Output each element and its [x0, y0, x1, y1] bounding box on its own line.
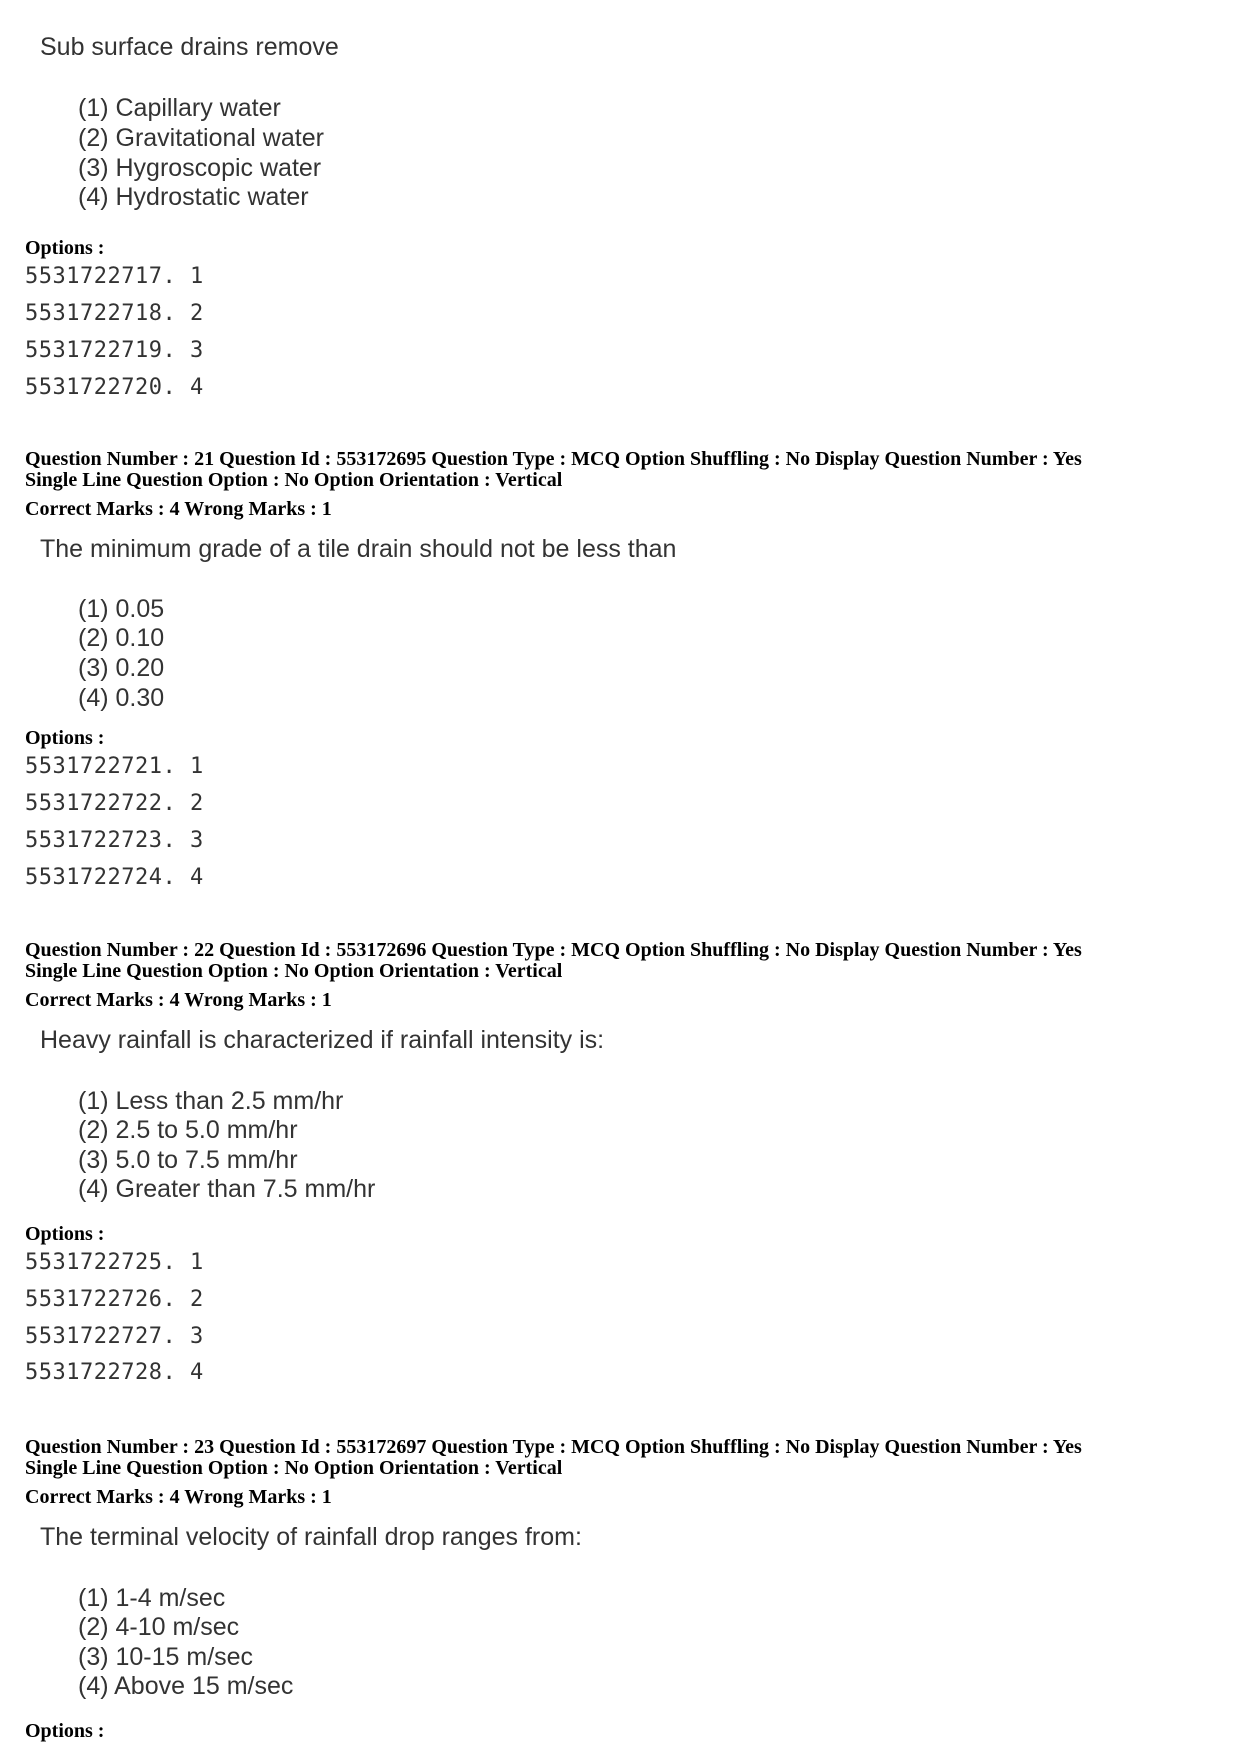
- question-marks: Correct Marks : 4 Wrong Marks : 1: [25, 989, 332, 1011]
- option-id: 5531722725. 1: [25, 1250, 204, 1275]
- options-label: Options :: [25, 1223, 105, 1245]
- option-id: 5531722717. 1: [25, 264, 204, 289]
- choice-item: (3) Hygroscopic water: [78, 154, 322, 182]
- choice-item: (4) 0.30: [78, 684, 165, 712]
- question-meta: Single Line Question Option : No Option Orientation : Vertical: [25, 960, 563, 982]
- option-id: 5531722720. 4: [25, 375, 204, 400]
- question-stem: The minimum grade of a tile drain should not be less than: [40, 535, 677, 563]
- choice-item: (3) 5.0 to 7.5 mm/hr: [78, 1146, 298, 1174]
- question-meta: Single Line Question Option : No Option Orientation : Vertical: [25, 1457, 563, 1479]
- option-id: 5531722722. 2: [25, 791, 204, 816]
- choice-item: (2) Gravitational water: [78, 124, 324, 152]
- choice-item: (2) 2.5 to 5.0 mm/hr: [78, 1116, 298, 1144]
- choice-item: (2) 4-10 m/sec: [78, 1613, 240, 1641]
- option-id: 5531722719. 3: [25, 338, 204, 363]
- question-meta: Single Line Question Option : No Option Orientation : Vertical: [25, 469, 563, 491]
- choice-item: (1) Capillary water: [78, 94, 281, 122]
- question-marks: Correct Marks : 4 Wrong Marks : 1: [25, 1486, 332, 1508]
- question-meta: Question Number : 23 Question Id : 553172697 Question Type : MCQ Option Shuffling : No Display Question Number : Yes: [25, 1436, 1082, 1458]
- option-id: 5531722728. 4: [25, 1360, 204, 1385]
- choice-item: (1) 0.05: [78, 595, 165, 623]
- choice-item: (1) 1-4 m/sec: [78, 1584, 226, 1612]
- choice-item: (3) 0.20: [78, 654, 165, 682]
- option-id: 5531722718. 2: [25, 301, 204, 326]
- options-label: Options :: [25, 1720, 105, 1742]
- question-marks: Correct Marks : 4 Wrong Marks : 1: [25, 498, 332, 520]
- option-id: 5531722727. 3: [25, 1324, 204, 1349]
- option-id: 5531722726. 2: [25, 1287, 204, 1312]
- option-id: 5531722723. 3: [25, 828, 204, 853]
- question-stem: Heavy rainfall is characterized if rainfall intensity is:: [40, 1026, 605, 1054]
- choice-item: (4) Greater than 7.5 mm/hr: [78, 1175, 376, 1203]
- choice-item: (3) 10-15 m/sec: [78, 1643, 254, 1671]
- question-stem: Sub surface drains remove: [40, 33, 339, 61]
- option-id: 5531722724. 4: [25, 865, 204, 890]
- choice-item: (1) Less than 2.5 mm/hr: [78, 1087, 344, 1115]
- question-meta: Question Number : 22 Question Id : 553172696 Question Type : MCQ Option Shuffling : No Display Question Number : Yes: [25, 939, 1082, 961]
- options-label: Options :: [25, 727, 105, 749]
- question-stem: The terminal velocity of rainfall drop ranges from:: [40, 1523, 582, 1551]
- choice-item: (4) Above 15 m/sec: [78, 1672, 294, 1700]
- options-label: Options :: [25, 237, 105, 259]
- question-meta: Question Number : 21 Question Id : 553172695 Question Type : MCQ Option Shuffling : No Display Question Number : Yes: [25, 448, 1082, 470]
- choice-item: (2) 0.10: [78, 624, 165, 652]
- option-id: 5531722721. 1: [25, 754, 204, 779]
- choice-item: (4) Hydrostatic water: [78, 183, 309, 211]
